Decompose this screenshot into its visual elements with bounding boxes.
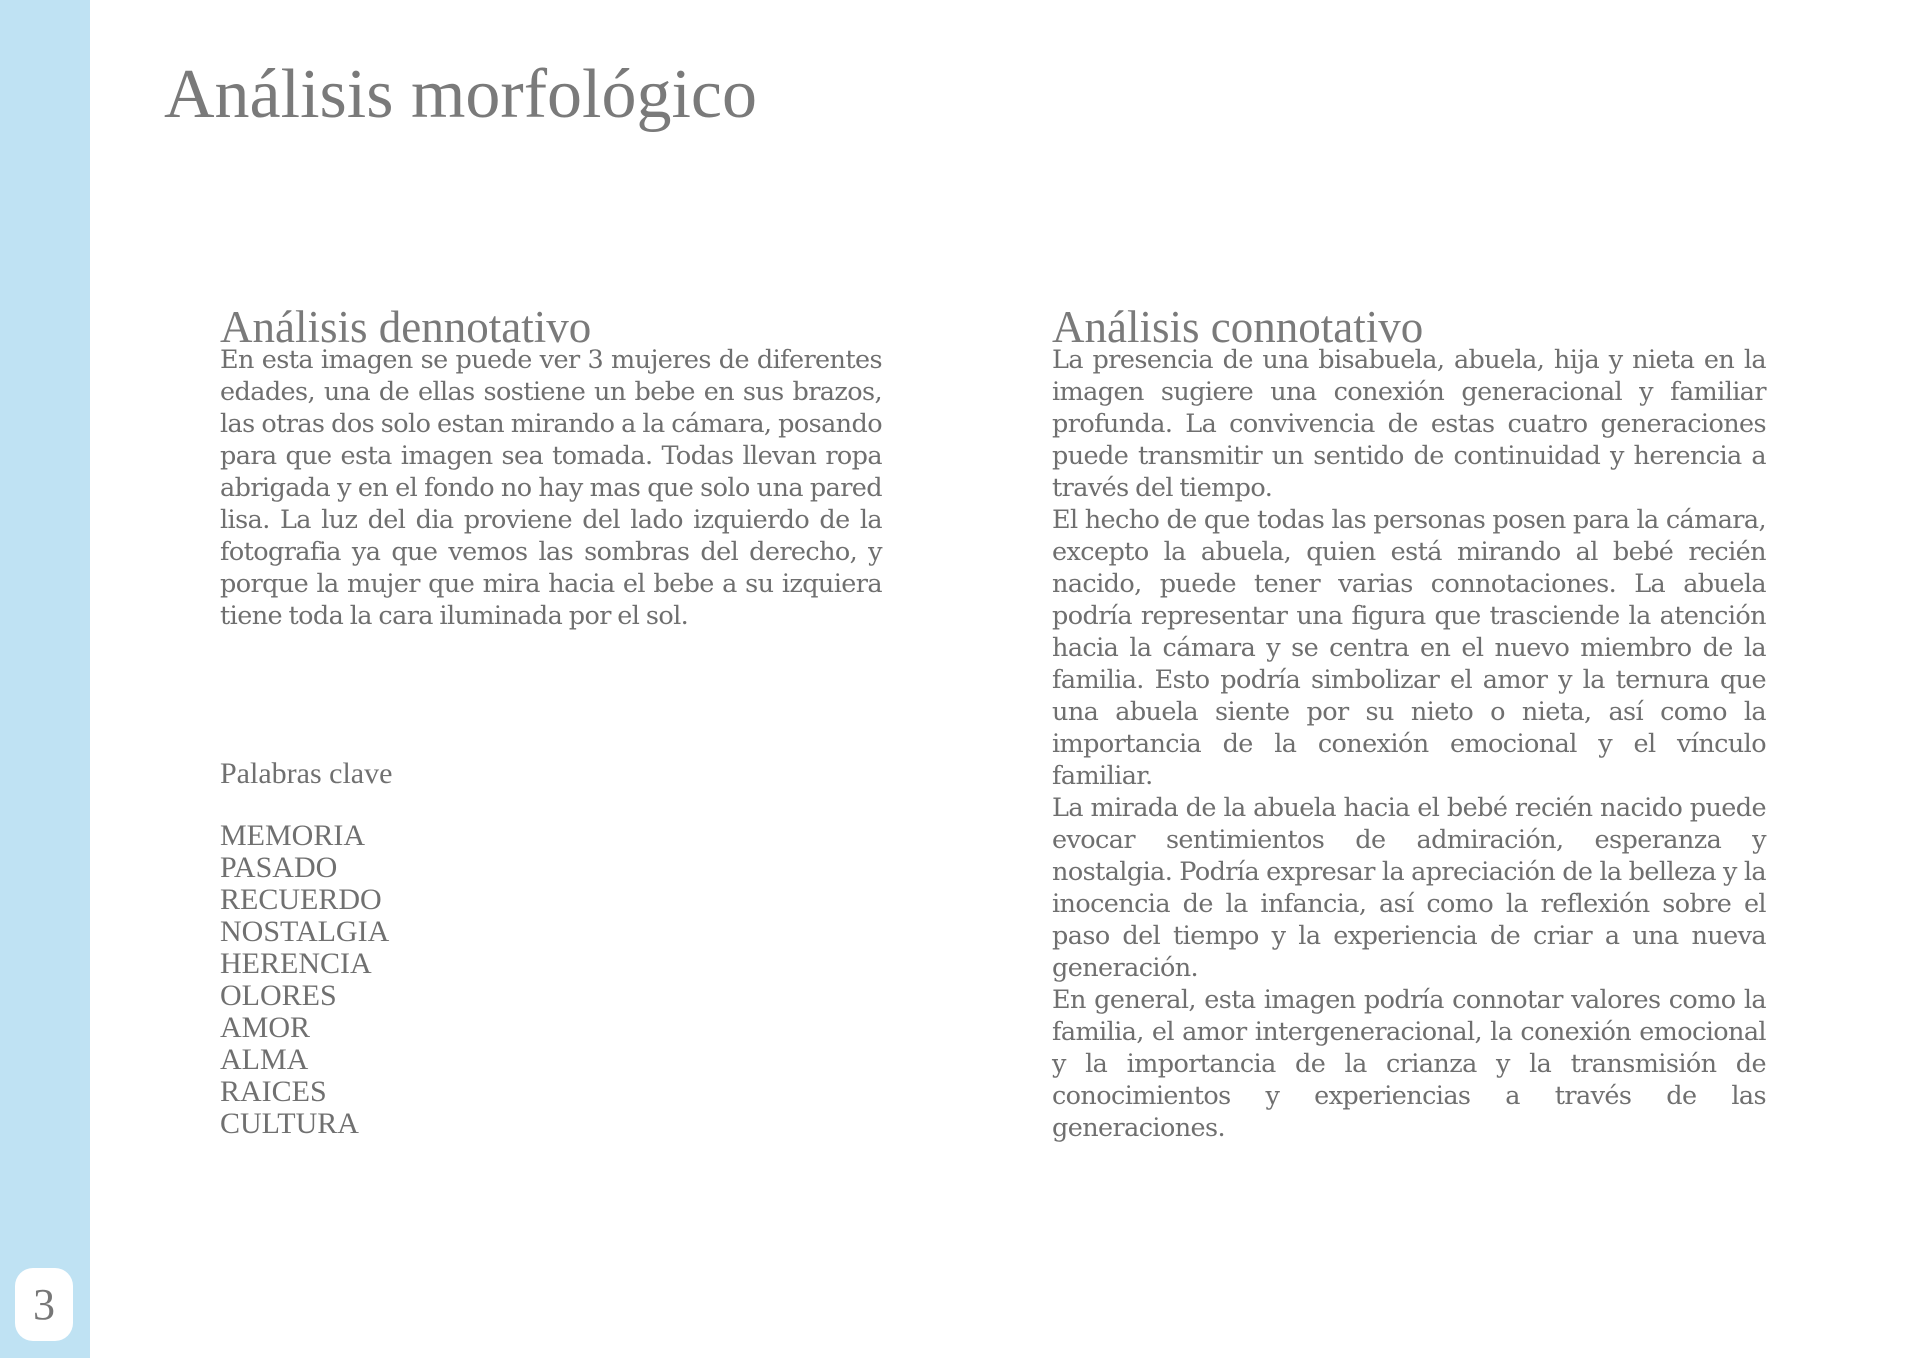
connotative-paragraph: El hecho de que todas las personas posen para la cámara, excepto la abuela, quien está mirando al bebé recién nacido, puede tener varias connotaciones. La abuela podría representar una figura que trasciende la atención hacia la cámara y se centra en el nuevo miembro de la familia. Esto podría simbolizar el amor y la ternura que una abuela siente por su nieto o nieta, así como la importancia de la conexión emocional y el vínculo familiar. — [1052, 505, 1766, 791]
keyword-item: MEMORIA — [220, 819, 366, 852]
keyword-item: RECUERDO — [220, 883, 382, 916]
denotative-paragraph: En esta imagen se puede ver 3 mujeres de diferentes edades, una de ellas sostiene un bebe en sus brazos, las otras dos solo estan mirando a la cámara, posando para que esta imagen sea tomada. Todas llevan ropa abrigada y en el fondo no hay mas que solo una pared lisa. La luz del dia proviene del lado izquierdo de la fotografia ya que vemos las sombras del derecho, y porque la mujer que mira hacia el bebe a su izquiera tiene toda la cara iluminada por el sol. — [220, 345, 882, 631]
connotative-paragraph: La mirada de la abuela hacia el bebé recién nacido puede evocar sentimientos de admiración, esperanza y nostalgia. Podría expresar la apreciación de la belleza y la inocencia de la infancia, así como la reflexión sobre el paso del tiempo y la experiencia de criar a una nueva generación. — [1052, 793, 1766, 983]
connotative-section — [1052, 300, 1766, 1144]
page-number: 3 — [15, 1268, 73, 1341]
keyword-item: RAICES — [220, 1075, 327, 1108]
keyword-item: AMOR — [220, 1011, 311, 1044]
keyword-item: HERENCIA — [220, 947, 372, 980]
denotative-heading: Análisis dennotativo — [220, 302, 592, 352]
connotative-paragraph: La presencia de una bisabuela, abuela, hija y nieta en la imagen sugiere una conexión generacional y familiar profunda. La convivencia de estas cuatro generaciones puede transmitir un sentido de continuidad y herencia a través del tiempo. — [1052, 345, 1766, 503]
connotative-heading: Análisis connotativo — [1052, 302, 1424, 352]
keyword-item: CULTURA — [220, 1107, 359, 1140]
keywords-title: Palabras clave — [220, 757, 393, 790]
keyword-item: ALMA — [220, 1043, 309, 1076]
page-title: Análisis morfológico — [164, 56, 757, 133]
side-band — [0, 0, 90, 1358]
connotative-paragraph: En general, esta imagen podría connotar valores como la familia, el amor intergeneracional, la conexión emocional y la importancia de la crianza y la transmisión de conocimientos y experiencias a través de las generaciones. — [1052, 985, 1766, 1143]
keyword-item: OLORES — [220, 979, 337, 1012]
keyword-item: PASADO — [220, 851, 338, 884]
keywords-list — [220, 820, 389, 1140]
denotative-section — [220, 300, 882, 632]
keyword-item: NOSTALGIA — [220, 915, 390, 948]
